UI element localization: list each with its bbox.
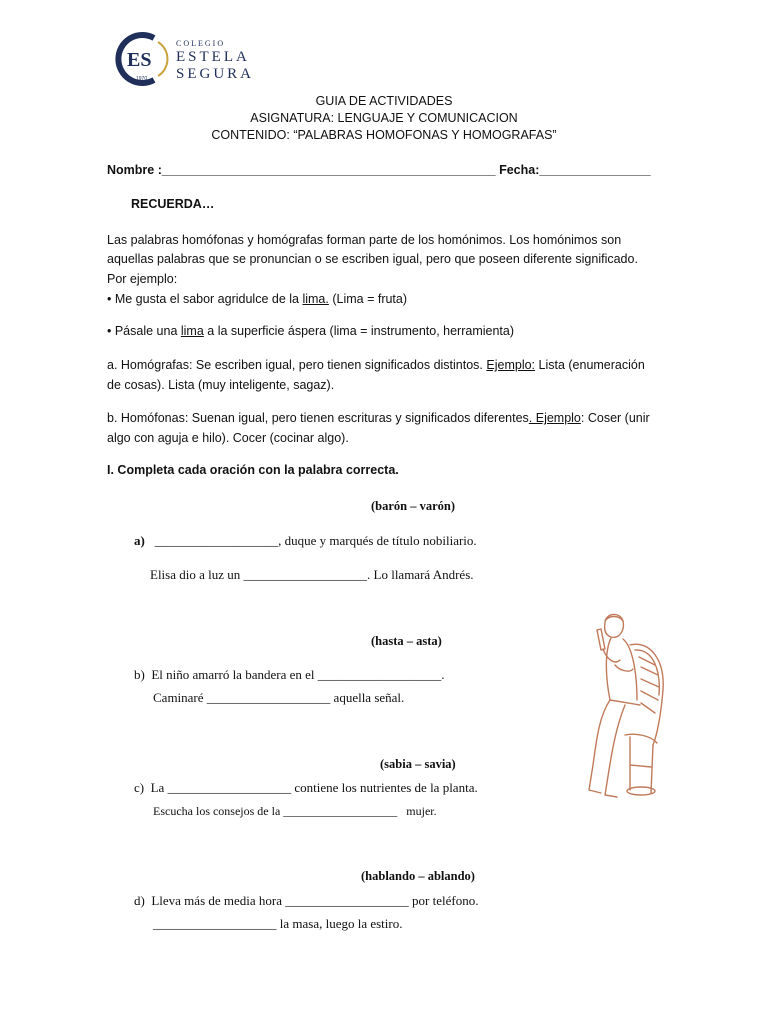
exercise-c-line-1-pre: La [150, 780, 168, 795]
school-name-line3: SEGURA [176, 66, 255, 82]
exercise-b-line-1-pre: El niño amarró la bandera en el [151, 667, 318, 682]
person-on-phone-illustration [575, 605, 670, 805]
name-date-row [107, 163, 651, 177]
definition-a-line-2: de cosas). Lista (muy inteligente, sagaz). [107, 378, 335, 392]
school-name-line2: ESTELA [176, 49, 250, 65]
exercise-b-blank-1[interactable]: ___________________ [317, 667, 442, 682]
school-name [176, 40, 254, 82]
definition-b-line-2: algo con aguja e hilo). Cocer (cocinar algo). [107, 431, 349, 445]
example-1-post: (Lima = fruta) [328, 292, 408, 306]
definition-a [107, 358, 645, 372]
definition-a-pre: a. Homógrafas: Se escriben igual, pero tienen significados distintos. [107, 358, 487, 372]
exercise-d-label: d) [134, 893, 145, 908]
definition-b-pre: b. Homófonas: Suenan igual, pero tienen escrituras y significados diferentes [107, 411, 529, 425]
definition-b-post: : Coser (unir [580, 411, 650, 425]
instruction: I. Completa cada oración con la palabra correcta. [107, 463, 399, 477]
exercise-d-blank-1[interactable]: ___________________ [285, 893, 409, 908]
example-2 [107, 324, 514, 338]
exercise-b-blank-2[interactable]: ___________________ [206, 690, 331, 705]
exercise-a-blank-2[interactable]: ___________________ [243, 567, 368, 582]
exercise-c-pair: (sabia – savia) [380, 757, 456, 771]
exercise-d-line-1-pre: Lleva más de media hora [151, 893, 286, 908]
intro-line-3: Por ejemplo: [107, 272, 178, 286]
exercise-d-line-1 [134, 893, 478, 909]
exercise-a-line-2-pre: Elisa dio a luz un [150, 567, 244, 582]
school-logo [114, 30, 264, 88]
exercise-a-blank-1[interactable]: ___________________ [154, 533, 279, 548]
exercise-b-line-2-post: aquella señal. [330, 690, 405, 705]
example-2-word: lima [180, 324, 204, 338]
exercise-c-line-2-post: mujer. [403, 804, 437, 818]
name-blank[interactable]: ________________________________________________ [161, 163, 496, 177]
exercise-a-line-2-post: . Lo llamará Andrés. [367, 567, 474, 582]
intro-line-2: aquellas palabras que se pronuncian o se escriben igual, pero que poseen diferente significado. [107, 252, 638, 266]
subject-heading: ASIGNATURA: LENGUAJE Y COMUNICACION [250, 111, 518, 125]
example-1 [107, 292, 407, 306]
exercise-b-label: b) [134, 667, 145, 682]
logo-letters: ES [127, 49, 152, 71]
definition-b-example-label: . Ejemplo [528, 411, 581, 425]
definition-a-post: Lista (enumeración [535, 358, 645, 372]
school-crest-icon [114, 30, 174, 88]
exercise-d-line-1-post: por teléfono. [408, 893, 479, 908]
exercise-b-line-1-post: . [441, 667, 445, 682]
content-heading: CONTENIDO: “PALABRAS HOMOFONAS Y HOMOGRAFAS” [211, 128, 557, 142]
example-2-post: a la superficie áspera (lima = instrumento, herramienta) [203, 324, 515, 338]
example-2-pre: • Pásale una [107, 324, 181, 338]
exercise-d-line-2 [153, 916, 403, 932]
exercise-a-line-1-rest: , duque y marqués de título nobiliario. [278, 533, 477, 548]
exercise-c-line-1 [134, 780, 478, 796]
definition-b [107, 411, 650, 425]
exercise-c-line-1-post: contiene los nutrientes de la planta. [291, 780, 478, 795]
exercise-d-pair: (hablando – ablando) [361, 869, 475, 883]
logo-year: 1970 [136, 76, 148, 82]
example-1-word: lima. [302, 292, 329, 306]
exercise-c-label: c) [134, 780, 145, 795]
exercise-b-line-2-pre: Caminaré [153, 690, 207, 705]
school-name-line1: COLEGIO [176, 39, 226, 48]
recuerda-heading: RECUERDA… [131, 197, 215, 211]
page-title: GUIA DE ACTIVIDADES [315, 94, 453, 108]
definition-a-example-label: Ejemplo: [486, 358, 536, 372]
example-1-pre: • Me gusta el sabor agridulce de la [107, 292, 303, 306]
exercise-a-label: a) [134, 533, 145, 548]
exercise-d-line-2-post: la masa, luego la estiro. [276, 916, 403, 931]
exercise-c-line-2-pre: Escucha los consejos de la [153, 804, 284, 818]
exercise-d-blank-2[interactable]: ___________________ [153, 916, 277, 931]
exercise-b-line-1 [134, 667, 445, 683]
exercise-a-line-2 [150, 567, 474, 583]
intro-line-1: Las palabras homófonas y homógrafas forman parte de los homónimos. Los homónimos son [107, 233, 622, 247]
exercise-a-pair: (barón – varón) [371, 499, 456, 513]
exercise-c-blank-2[interactable]: ___________________ [283, 804, 398, 818]
exercise-a-line-1 [134, 533, 477, 549]
date-blank[interactable]: ________________ [539, 163, 651, 177]
exercise-b-line-2 [153, 690, 404, 706]
exercise-b-pair: (hasta – asta) [371, 634, 442, 648]
exercise-c-blank-1[interactable]: ___________________ [167, 780, 292, 795]
date-label: Fecha: [499, 163, 540, 177]
exercise-c-line-2 [153, 804, 437, 819]
name-label: Nombre : [107, 163, 162, 177]
